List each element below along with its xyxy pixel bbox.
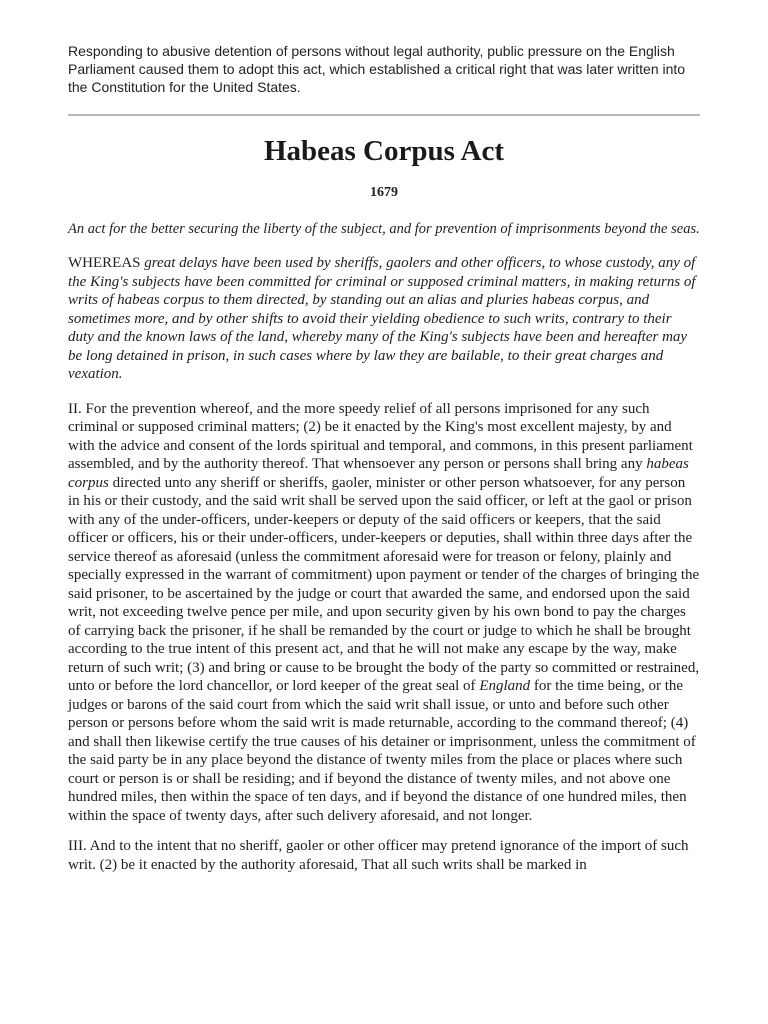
section-ii-part-3: for the time being, or the judges or barons of the said court from which the said writ shall issue, or unto and before such other person or persons before whom the said writ is made returnable, according to the command thereof; (4) and shall then likewise certify the true causes of his detainer or imprisonment, unless the commitment of the said party be in any place beyond the distance of twenty miles from the place or places where such court or person is or shall be residing; and if beyond the distance of twenty miles, and not above one hundred miles, then within the space of ten days, and if beyond the distance of one hundred miles, then within the space of twenty days, after such delivery aforesaid, and not longer. <box>68 678 696 824</box>
act-subtitle: An act for the better securing the liberty of the subject, and for prevention of imprisonments beyond the seas. <box>68 221 700 237</box>
page-title: Habeas Corpus Act <box>263 135 505 167</box>
section-ii-part-1: II. For the prevention whereof, and the more speedy relief of all persons imprisoned for any such criminal or supposed criminal matters; (2) be it enacted by the King's most excellent majesty, by and with the advice and consent of the lords spiritual and temporal, and commons, in this present parliament assembled, and by the authority thereof. That whensoever any person or persons shall bring any <box>68 400 693 472</box>
horizontal-divider <box>68 114 700 116</box>
whereas-paragraph <box>68 254 700 384</box>
intro-paragraph: Responding to abusive detention of persons without legal authority, public pressure on the English Parliament caused them to adopt this act, which established a critical right that was later written into the Constitution for the United States. <box>68 43 686 95</box>
section-iii-paragraph: III. And to the intent that no sheriff, gaoler or other officer may pretend ignorance of the import of such writ. (2) be it enacted by the authority aforesaid, That all such writs shall be marked in <box>68 838 689 873</box>
document-page <box>68 0 700 874</box>
section-ii-part-2: directed unto any sheriff or sheriffs, gaoler, minister or other person whatsoever, for any person in his or their custody, and the said writ shall be served upon the said officer, or left at the gaol or prison with any of the under-officers, under-keepers or deputy of the said officers or keepers, that the said officer or officers, his or their under-officers, under-keepers or deputies, shall within three days after the service thereof as aforesaid (unless the commitment aforesaid were for treason or felony, plainly and specially expressed in the warrant of commitment) upon payment or tender of the charges of bringing the said prisoner, to be ascertained by the judge or court that awarded the same, and endorsed upon the said writ, not exceeding twelve pence per mile, and upon security given by his own bond to pay the charges of carrying back the prisoner, if he shall be remanded by the court or judge to which he shall be brought according to the true intent of this present act, and that he will not make any escape by the way, make return of such writ; (3) and bring or cause to be brought the body of the party so committed or restrained, unto or before the lord chancellor, or lord keeper of the great seal of <box>68 474 700 694</box>
whereas-text: great delays have been used by sheriffs, gaolers and other officers, to whose custody, any of the King's subjects have been committed for criminal or supposed criminal matters, in making returns of writs of habeas corpus to them directed, by standing out an alias and pluries habeas corpus, and sometimes more, and by other shifts to avoid their yielding obedience to such writs, contrary to their duty and the known laws of the land, whereby many of the King's subjects have been and hereafter may be long detained in prison, in such cases where by law they are bailable, to their great charges and vexation. <box>68 255 696 382</box>
section-ii-paragraph <box>68 400 700 826</box>
section-ii-italic-habeas-corpus: habeas corpus <box>68 456 689 491</box>
act-year: 1679 <box>370 185 398 200</box>
section-ii-italic-england: England <box>479 678 531 694</box>
whereas-lead: WHEREAS <box>68 255 141 271</box>
